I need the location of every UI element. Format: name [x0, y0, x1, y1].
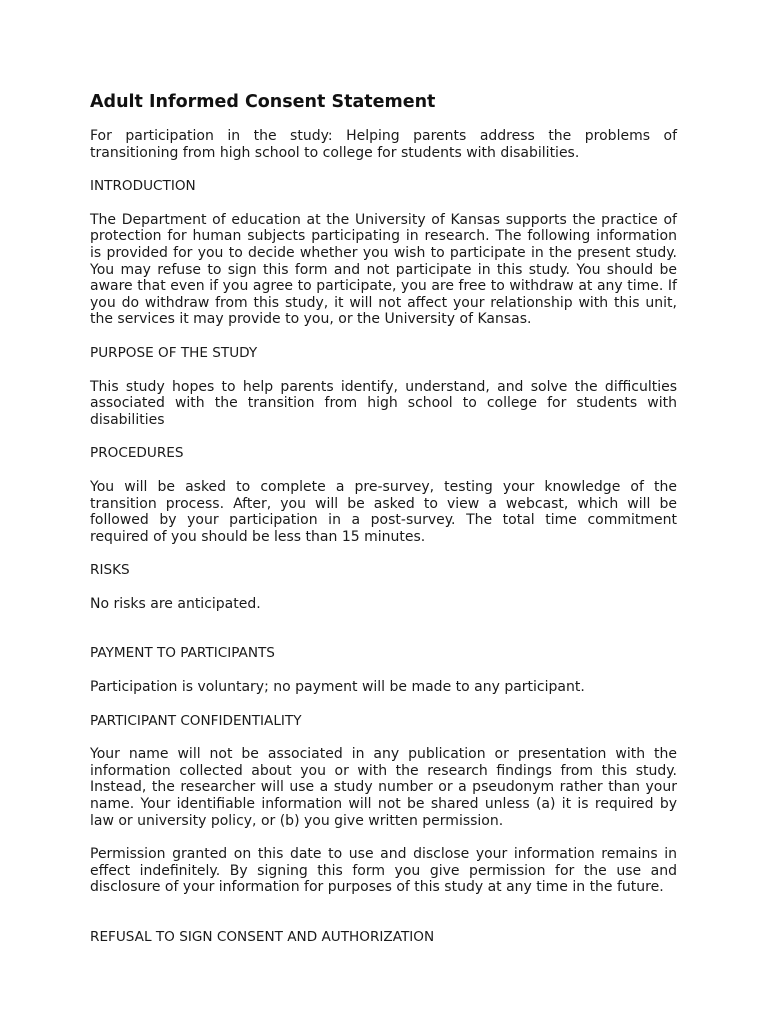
- section-body-introduction: The Department of education at the University of Kansas supports the practice of protection for human subjects participating in research. The following information is provided for you to decide whether you wish to participate in the present study. You may refuse to sign this form and not participate in this study. You should be aware that even if you agree to participate, you are free to withdraw at any time. If you do withdraw from this study, it will not affect your relationship with this unit, the services it may provide to you, or the University of Kansas.: [90, 211, 677, 328]
- section-heading-refusal: REFUSAL TO SIGN CONSENT AND AUTHORIZATION: [90, 929, 435, 945]
- section-heading-introduction: INTRODUCTION: [90, 178, 196, 195]
- section-heading-risks: RISKS: [90, 562, 130, 579]
- section-body-procedures: You will be asked to complete a pre-survey, testing your knowledge of the transition process. After, you will be asked to view a webcast, which will be followed by your participation in a post-survey. The total time commitment required of you should be less than 15 minutes.: [90, 478, 677, 545]
- section-body-payment: Participation is voluntary; no payment will be made to any participant.: [90, 679, 585, 696]
- document-page: [90, 90, 677, 963]
- section-heading-confidentiality: PARTICIPANT CONFIDENTIALITY: [90, 712, 302, 729]
- section-body-purpose: This study hopes to help parents identify, understand, and solve the difficulties associated with the transition from high school to college for students with disabilities: [90, 378, 677, 428]
- section-body-confidentiality-permission: Permission granted on this date to use and disclose your information remains in effect indefinitely. By signing this form you give permission for the use and disclosure of your information for purposes of this study at any time in the future.: [90, 846, 677, 896]
- section-heading-payment: PAYMENT TO PARTICIPANTS: [90, 645, 275, 662]
- section-heading-procedures: PROCEDURES: [90, 445, 184, 462]
- study-title-paragraph: For participation in the study: Helping parents address the problems of transitioning from high school to college for students with disabilities.: [90, 128, 677, 161]
- section-heading-purpose: PURPOSE OF THE STUDY: [90, 344, 258, 361]
- document-title: Adult Informed Consent Statement: [90, 92, 436, 112]
- section-body-confidentiality: Your name will not be associated in any publication or presentation with the information collected about you or with the research findings from this study. Instead, the researcher will use a study number or a pseudonym rather than your name. Your identifiable information will not be shared unless (a) it is required by law or university policy, or (b) you give written permission.: [90, 746, 677, 829]
- section-body-risks: No risks are anticipated.: [90, 595, 261, 612]
